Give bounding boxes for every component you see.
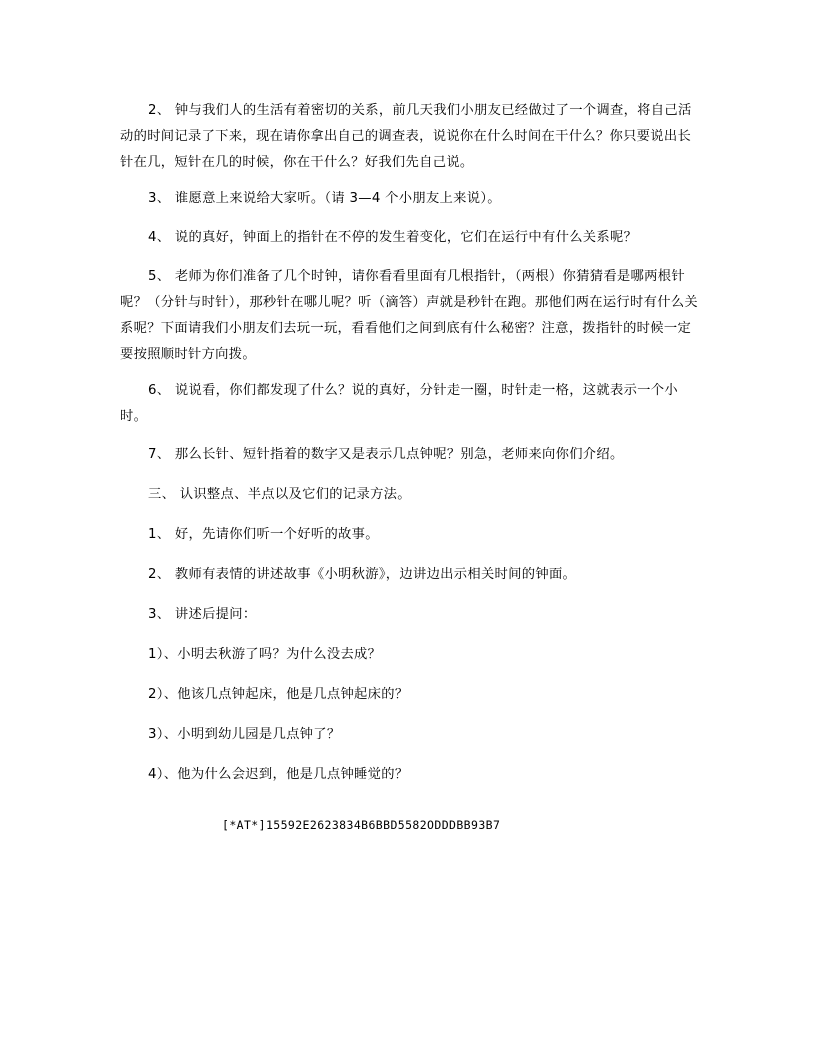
paragraph-6-discovery: 6、 说说看，你们都发现了什么？说的真好，分针走一圈，时针走一格，这就表示一个小时。 <box>120 383 678 424</box>
question-3: 3）、小明到幼儿园是几点钟了？ <box>148 727 341 742</box>
paragraph-5-clocks-prepared: 5、 老师为你们准备了几个时钟，请你看看里面有几根指针，（两根）你猜猜看是哪两根针呢？（分针与时针），那秒针在哪儿呢？听（滴答）声就是秒针在跑。那他们两在运行时有什么关系呢？下面请我们小朋友们去玩一玩，看看他们之间到底有什么秘密？注意，拨指针的时候一定要按照顺时针方向拨。 <box>120 269 699 362</box>
item-3-questions: 3、 讲述后提问： <box>148 607 257 622</box>
paragraph-3-volunteers: 3、 谁愿意上来说给大家听。（请 3—4 个小朋友上来说）。 <box>148 191 501 206</box>
paragraph-4-hands-change: 4、 说的真好，钟面上的指针在不停的发生着变化，它们在运行中有什么关系呢？ <box>148 230 638 245</box>
question-1: 1）、小明去秋游了吗？为什么没去成？ <box>148 647 382 662</box>
item-2-tell-story: 2、 教师有表情的讲述故事《小明秋游》，边讲边出示相关时间的钟面。 <box>148 567 577 582</box>
question-2: 2）、他该几点钟起床，他是几点钟起床的？ <box>148 687 409 702</box>
paragraph-7-numbers: 7、 那么长针、短针指着的数字又是表示几点钟呢？别急，老师来向你们介绍。 <box>148 447 624 462</box>
item-1-story: 1、 好，先请你们听一个好听的故事。 <box>148 527 379 542</box>
footer-code: [*AT*]15592E2623834B6BBD5582ODDDBB93B7 <box>222 818 501 832</box>
section-heading-3: 三、 认识整点、半点以及它们的记录方法。 <box>148 487 411 502</box>
paragraph-2-clock-survey: 2、 钟与我们人的生活有着密切的关系，前几天我们小朋友已经做过了一个调查，将自己活动的时间记录了下来，现在请你拿出自己的调查表，说说你在什么时间在干什么？你只要说出长针在几，短针在几的时候，你在干什么？好我们先自己说。 <box>120 103 692 170</box>
question-4: 4）、他为什么会迟到，他是几点钟睡觉的？ <box>148 767 409 782</box>
